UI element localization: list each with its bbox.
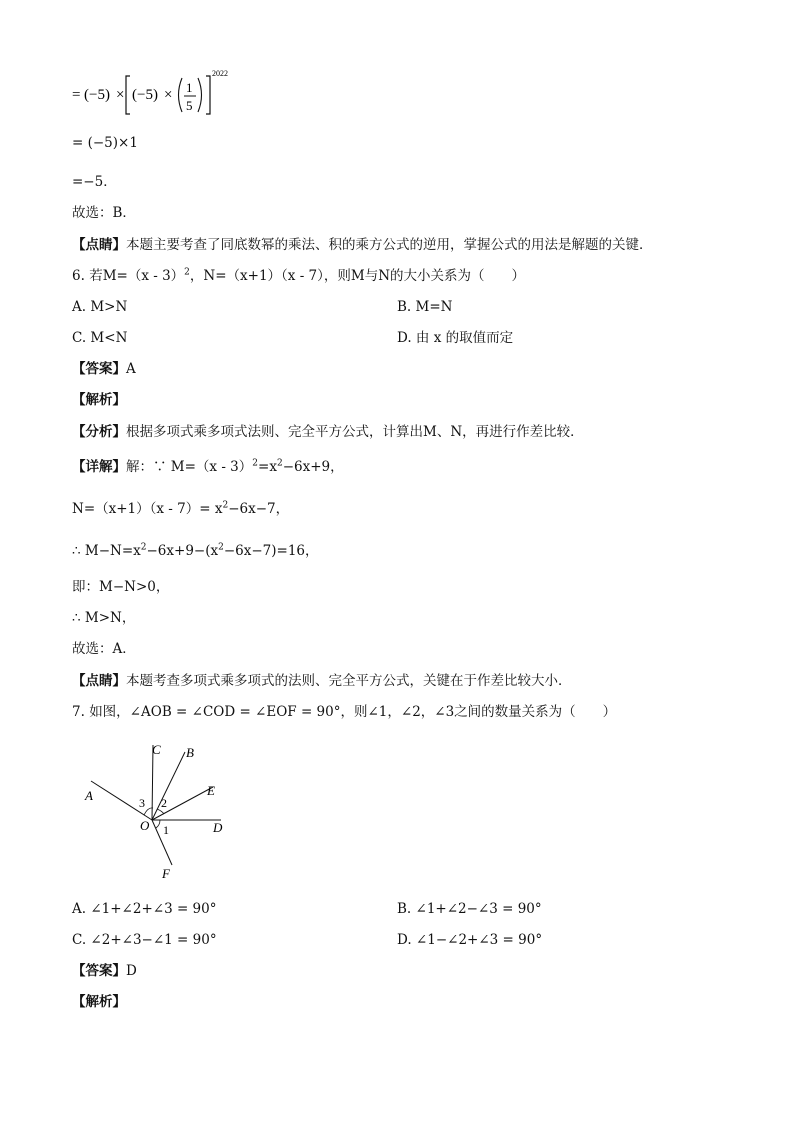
q6-option-c: C. M<N [72, 330, 128, 346]
base-two: (−5) [132, 87, 158, 103]
q7-option-b: B. ∠1+∠2−∠3 = 90° [397, 901, 542, 917]
fenxi-text: 根据多项式乘多项式法则、完全平方公式，计算出M、N，再进行作差比较． [126, 424, 584, 440]
q6-answer [72, 359, 136, 379]
q7-analysis-tag: 【解析】 [72, 994, 126, 1010]
comment-text: 本题考查多项式乘多项式的法则、完全平方公式，关键在于作差比较大小． [126, 673, 572, 689]
q6-option-b: B. M=N [397, 299, 453, 315]
label-o: O [140, 818, 150, 833]
detail-tag: 【详解】 [72, 459, 126, 475]
fraction-numerator: 1 [186, 80, 193, 95]
q6-stem-lead: 若 [89, 268, 103, 284]
left-paren [179, 78, 183, 112]
label-angle-3: 3 [139, 796, 145, 810]
q6-m-exp: 2 [184, 267, 190, 278]
comment-tag: 【点睛】 [72, 673, 126, 689]
detail-3e: −6x−7)=16， [223, 543, 319, 559]
q6-detail-2 [72, 499, 289, 519]
q6-detail-1 [72, 457, 344, 477]
ray-of [152, 820, 172, 865]
detail-2a: N=（x+1）（x - 7）= x [72, 501, 223, 517]
detail-1b: 2 [252, 458, 259, 469]
right-paren [198, 78, 202, 112]
q7-stem-text: 如图，∠AOB = ∠COD = ∠EOF = 90°，则∠1，∠2，∠3之间的数量关系为（ ） [89, 704, 617, 720]
fenxi-tag: 【分析】 [72, 424, 126, 440]
label-d: D [213, 820, 223, 835]
q6-detail-4: 即：M−N>0， [72, 579, 170, 595]
sol5-step1-formula [72, 64, 272, 120]
detail-2c: −6x−7， [228, 501, 290, 517]
label-c: C [152, 742, 161, 757]
label-a: A [85, 788, 93, 803]
q7-stem [72, 702, 616, 722]
detail-1e: −6x+9， [282, 459, 344, 475]
answer-value: D [126, 963, 137, 979]
left-bracket [126, 76, 130, 114]
label-b: B [186, 745, 194, 760]
q6-comment [72, 671, 572, 691]
label-e: E [207, 783, 215, 798]
q6-option-a: A. M>N [72, 299, 128, 315]
detail-3d: 2 [218, 542, 224, 553]
detail-1a: 解：∵ M=（x - 3） [126, 459, 253, 475]
comment-tag: 【点睛】 [72, 237, 126, 253]
detail-3b: 2 [140, 542, 147, 553]
sol5-comment [72, 235, 653, 255]
q6-n-def: ，N=（x+1）（x - 7），则M与N的大小关系为（ ） [189, 268, 526, 284]
q6-fenxi [72, 422, 584, 442]
q7-answer [72, 961, 137, 981]
ray-ob [152, 752, 185, 820]
arc-1 [156, 820, 160, 828]
sol5-step3: =−5． [72, 174, 117, 190]
answer-value: A [126, 361, 136, 377]
times-sign: × [116, 87, 125, 103]
q6-choice: 故选：A． [72, 641, 136, 657]
answer-tag: 【答案】 [72, 361, 126, 377]
detail-3c: −6x+9−(x [146, 543, 219, 559]
right-bracket [206, 76, 210, 114]
q6-stem [72, 266, 525, 286]
sol5-step2: = (−5)×1 [72, 135, 138, 151]
q6-number: 6. [72, 268, 85, 284]
q6-detail-5: ∴ M>N， [72, 610, 136, 626]
times-sign-2: × [164, 87, 173, 103]
base-one: (−5) [84, 87, 110, 103]
detail-1c: =x [258, 459, 277, 475]
sol5-step1 [72, 64, 272, 120]
q6-detail-3 [72, 541, 319, 561]
answer-tag: 【答案】 [72, 963, 126, 979]
q7-option-d: D. ∠1−∠2+∠3 = 90° [397, 932, 543, 948]
q7-option-c: C. ∠2+∠3−∠1 = 90° [72, 932, 217, 948]
q6-option-d: D. 由 x 的取值而定 [397, 330, 514, 346]
detail-2b: 2 [222, 500, 229, 511]
exponent: 2022 [212, 69, 228, 78]
detail-3a: ∴ M−N=x [72, 543, 141, 559]
label-angle-1: 1 [163, 823, 169, 837]
comment-text: 本题主要考查了同底数幂的乘法、积的乘方公式的逆用，掌握公式的用法是解题的关键． [126, 237, 653, 253]
detail-1d: 2 [276, 458, 283, 469]
eq-sign: = [72, 87, 81, 103]
q6-analysis-tag: 【解析】 [72, 392, 126, 408]
q7-option-a: A. ∠1+∠2+∠3 = 90° [72, 901, 217, 917]
q7-number: 7. [72, 704, 85, 720]
sol5-choice: 故选：B． [72, 205, 136, 221]
q7-figure [80, 735, 240, 885]
q6-m-def: M=（x - 3） [102, 268, 185, 284]
fraction-denominator: 5 [186, 98, 193, 113]
label-angle-2: 2 [161, 796, 167, 810]
label-f: F [162, 866, 170, 881]
